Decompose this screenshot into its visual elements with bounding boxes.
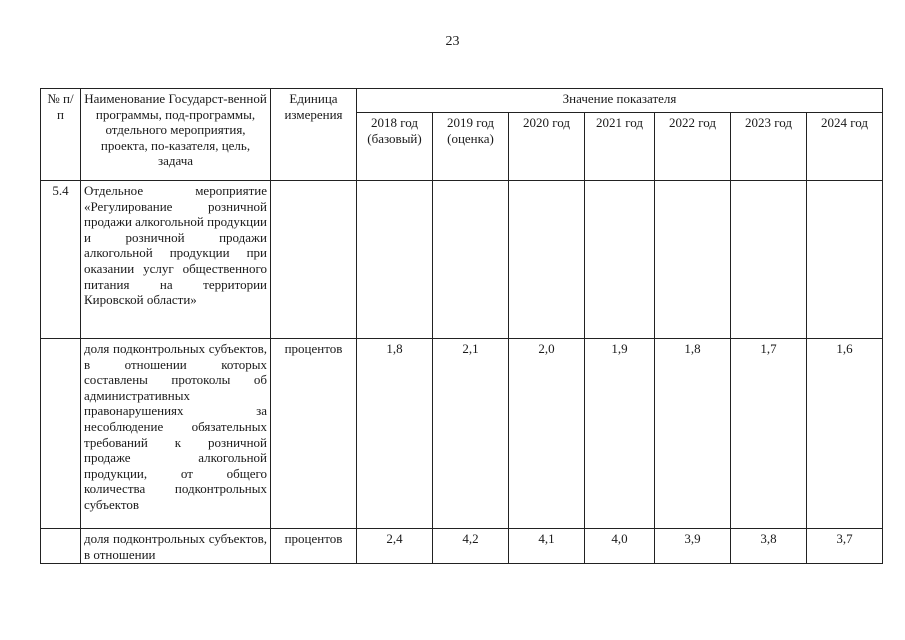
row-num: 5.4 <box>41 181 81 339</box>
row-value <box>433 181 509 339</box>
row-num <box>41 339 81 529</box>
table-row <box>41 181 883 339</box>
row-value: 3,7 <box>807 529 883 564</box>
header-row-1 <box>41 89 883 113</box>
row-value: 1,6 <box>807 339 883 529</box>
row-unit <box>271 181 357 339</box>
row-value: 1,7 <box>731 339 807 529</box>
row-name: Отдельное мероприятие «Регулирование розничной продажи алкогольной продукции и розничной продажи алкогольной продукции при оказании услуг общественного питания на территории Кировской области» <box>81 181 271 339</box>
row-num <box>41 529 81 564</box>
row-value: 1,8 <box>655 339 731 529</box>
header-year-2023: 2023 год <box>731 113 807 181</box>
header-year-2020: 2020 год <box>509 113 585 181</box>
row-value: 3,9 <box>655 529 731 564</box>
row-unit: процентов <box>271 339 357 529</box>
header-num: № п/п <box>41 89 81 181</box>
table-row <box>41 339 883 529</box>
header-year-2021: 2021 год <box>585 113 655 181</box>
table-row <box>41 529 883 564</box>
row-value: 3,8 <box>731 529 807 564</box>
row-value: 4,1 <box>509 529 585 564</box>
row-value: 2,0 <box>509 339 585 529</box>
header-year-2022: 2022 год <box>655 113 731 181</box>
row-value: 1,9 <box>585 339 655 529</box>
row-value: 4,2 <box>433 529 509 564</box>
indicators-table <box>40 88 883 564</box>
row-value <box>509 181 585 339</box>
row-value: 4,0 <box>585 529 655 564</box>
header-unit: Единица измерения <box>271 89 357 181</box>
row-name: доля подконтрольных субъектов, в отношении которых составлены протоколы об административных правонарушениях за несоблюдение обязательных требований к розничной продаже алкогольной продукции, от общего количества подконтрольных субъектов <box>81 339 271 529</box>
row-name: доля подконтрольных субъектов, в отношении <box>84 531 267 561</box>
header-year-2018: 2018 год (базовый) <box>357 113 433 181</box>
row-value <box>731 181 807 339</box>
row-value <box>585 181 655 339</box>
header-year-2024: 2024 год <box>807 113 883 181</box>
page-number: 23 <box>445 34 460 49</box>
header-name: Наименование Государст-венной программы, под-программы, отдельного мероприятия, проекта, по-казателя, цель, задача <box>81 89 271 181</box>
header-values: Значение показателя <box>357 89 883 113</box>
row-value <box>807 181 883 339</box>
row-value <box>357 181 433 339</box>
header-year-2019: 2019 год (оценка) <box>433 113 509 181</box>
row-value: 2,4 <box>357 529 433 564</box>
row-unit: процентов <box>271 529 357 564</box>
row-value <box>655 181 731 339</box>
row-value: 1,8 <box>357 339 433 529</box>
row-value: 2,1 <box>433 339 509 529</box>
